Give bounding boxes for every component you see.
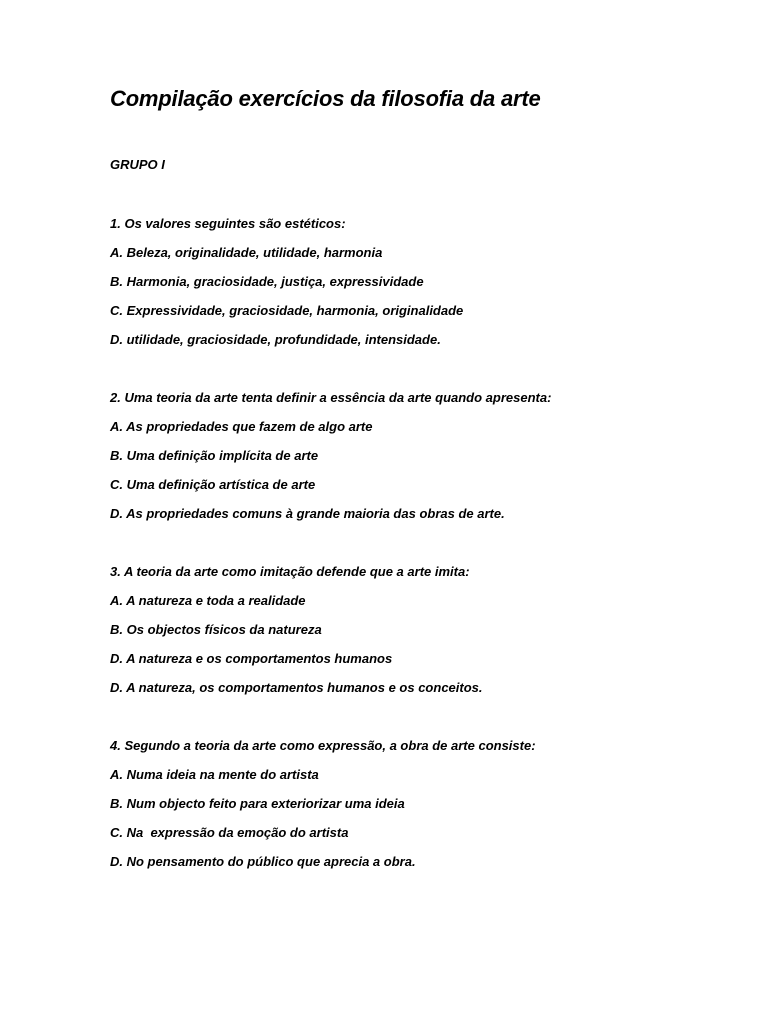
option-a: A. As propriedades que fazem de algo arte [110, 419, 373, 434]
option-c: C. Expressividade, graciosidade, harmonia, originalidade [110, 303, 464, 318]
option-a: A. A natureza e toda a realidade [110, 593, 306, 608]
option-b: B. Os objectos físicos da natureza [110, 622, 322, 637]
option-d: D. A natureza, os comportamentos humanos e os conceitos. [110, 680, 483, 695]
option-d: D. As propriedades comuns à grande maioria das obras de arte. [110, 506, 505, 521]
option-c: C. Uma definição artística de arte [110, 477, 316, 492]
option-b: B. Uma definição implícita de arte [110, 448, 319, 463]
group-heading: GRUPO I [110, 157, 165, 172]
question-prompt: 4. Segundo a teoria da arte como expressão, a obra de arte consiste: [110, 738, 536, 753]
question-3 [110, 557, 730, 702]
question-prompt: 1. Os valores seguintes são estéticos: [110, 216, 346, 231]
question-4 [110, 731, 730, 876]
question-prompt: 3. A teoria da arte como imitação defende que a arte imita: [110, 564, 470, 579]
page-title: Compilação exercícios da filosofia da arte [110, 86, 541, 111]
option-d: D. utilidade, graciosidade, profundidade, intensidade. [110, 332, 441, 347]
option-b: B. Harmonia, graciosidade, justiça, expressividade [110, 274, 424, 289]
option-a: A. Numa ideia na mente do artista [110, 767, 319, 782]
option-c: D. A natureza e os comportamentos humanos [110, 651, 393, 666]
question-prompt: 2. Uma teoria da arte tenta definir a essência da arte quando apresenta: [110, 390, 552, 405]
option-a: A. Beleza, originalidade, utilidade, harmonia [110, 245, 383, 260]
question-2 [110, 383, 730, 528]
option-c: C. Na expressão da emoção do artista [110, 825, 349, 840]
option-b: B. Num objecto feito para exteriorizar uma ideia [110, 796, 405, 811]
question-1 [110, 209, 730, 354]
option-d: D. No pensamento do público que aprecia a obra. [110, 854, 416, 869]
